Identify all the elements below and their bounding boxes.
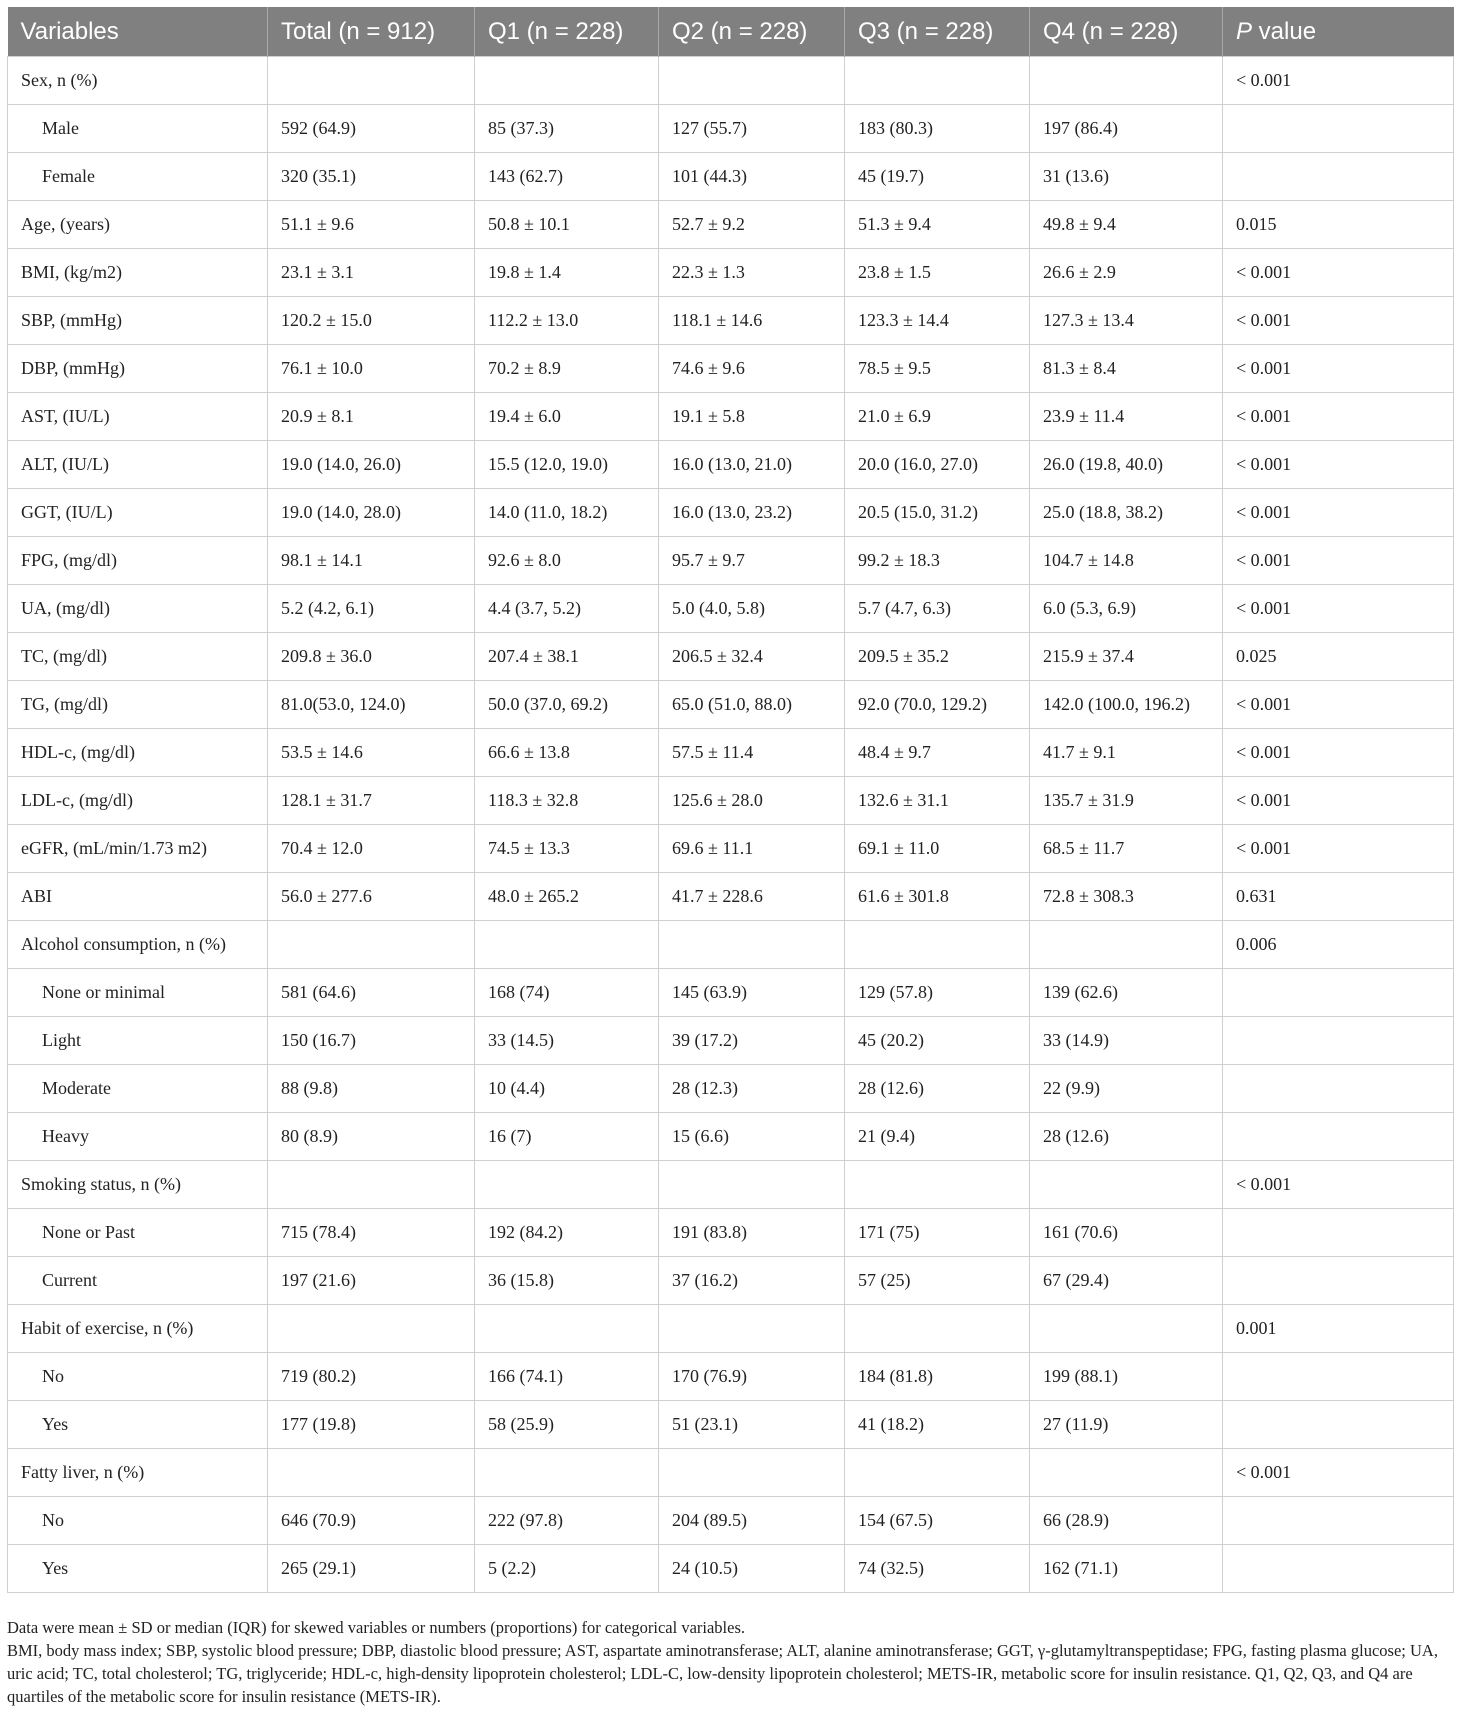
header-variables: Variables	[8, 7, 268, 57]
cell-p-value: < 0.001	[1223, 297, 1454, 345]
cell-q1: 222 (97.8)	[475, 1497, 659, 1545]
cell-variable: Yes	[8, 1545, 268, 1593]
cell-q4: 67 (29.4)	[1030, 1257, 1223, 1305]
cell-variable: Male	[8, 105, 268, 153]
cell-p-value: < 0.001	[1223, 249, 1454, 297]
cell-q3: 129 (57.8)	[845, 969, 1030, 1017]
cell-q1: 207.4 ± 38.1	[475, 633, 659, 681]
cell-q1: 48.0 ± 265.2	[475, 873, 659, 921]
cell-q2: 101 (44.3)	[659, 153, 845, 201]
table-row	[8, 1065, 1454, 1113]
cell-q1: 166 (74.1)	[475, 1353, 659, 1401]
cell-p-value: 0.025	[1223, 633, 1454, 681]
cell-q3: 92.0 (70.0, 129.2)	[845, 681, 1030, 729]
cell-q3: 48.4 ± 9.7	[845, 729, 1030, 777]
table-row	[8, 681, 1454, 729]
cell-q3: 41 (18.2)	[845, 1401, 1030, 1449]
cell-q3: 23.8 ± 1.5	[845, 249, 1030, 297]
cell-q1: 4.4 (3.7, 5.2)	[475, 585, 659, 633]
header-p-value	[1223, 7, 1454, 57]
cell-p-value	[1223, 1017, 1454, 1065]
cell-total: 5.2 (4.2, 6.1)	[268, 585, 475, 633]
table-row	[8, 1161, 1454, 1209]
cell-q3: 45 (19.7)	[845, 153, 1030, 201]
cell-total: 56.0 ± 277.6	[268, 873, 475, 921]
header-q1: Q1 (n = 228)	[475, 7, 659, 57]
cell-q4: 26.0 (19.8, 40.0)	[1030, 441, 1223, 489]
cell-p-value: < 0.001	[1223, 441, 1454, 489]
cell-total: 20.9 ± 8.1	[268, 393, 475, 441]
cell-q3	[845, 921, 1030, 969]
cell-variable: AST, (IU/L)	[8, 393, 268, 441]
cell-q1	[475, 1449, 659, 1497]
cell-q4: 31 (13.6)	[1030, 153, 1223, 201]
table-row	[8, 729, 1454, 777]
cell-p-value	[1223, 1545, 1454, 1593]
cell-variable: Alcohol consumption, n (%)	[8, 921, 268, 969]
cell-q2: 52.7 ± 9.2	[659, 201, 845, 249]
cell-variable: FPG, (mg/dl)	[8, 537, 268, 585]
cell-q2: 125.6 ± 28.0	[659, 777, 845, 825]
cell-variable: No	[8, 1353, 268, 1401]
table-row	[8, 297, 1454, 345]
cell-q4: 135.7 ± 31.9	[1030, 777, 1223, 825]
cell-variable: LDL-c, (mg/dl)	[8, 777, 268, 825]
cell-q3: 99.2 ± 18.3	[845, 537, 1030, 585]
cell-variable: Habit of exercise, n (%)	[8, 1305, 268, 1353]
header-q4: Q4 (n = 228)	[1030, 7, 1223, 57]
cell-total	[268, 1305, 475, 1353]
table-row	[8, 1545, 1454, 1593]
cell-q4: 68.5 ± 11.7	[1030, 825, 1223, 873]
cell-q2: 37 (16.2)	[659, 1257, 845, 1305]
cell-total: 209.8 ± 36.0	[268, 633, 475, 681]
cell-q2: 22.3 ± 1.3	[659, 249, 845, 297]
cell-variable: None or minimal	[8, 969, 268, 1017]
cell-q1: 33 (14.5)	[475, 1017, 659, 1065]
cell-q1: 85 (37.3)	[475, 105, 659, 153]
cell-q1: 112.2 ± 13.0	[475, 297, 659, 345]
cell-q3: 5.7 (4.7, 6.3)	[845, 585, 1030, 633]
cell-q1: 19.8 ± 1.4	[475, 249, 659, 297]
table-row	[8, 1017, 1454, 1065]
table-row	[8, 489, 1454, 537]
cell-variable: Sex, n (%)	[8, 57, 268, 105]
cell-q2	[659, 57, 845, 105]
cell-total: 80 (8.9)	[268, 1113, 475, 1161]
table-header-row	[8, 7, 1454, 57]
cell-total: 88 (9.8)	[268, 1065, 475, 1113]
cell-q4: 41.7 ± 9.1	[1030, 729, 1223, 777]
cell-variable: eGFR, (mL/min/1.73 m2)	[8, 825, 268, 873]
cell-q1: 118.3 ± 32.8	[475, 777, 659, 825]
cell-q1: 19.4 ± 6.0	[475, 393, 659, 441]
table-row	[8, 969, 1454, 1017]
cell-q3: 51.3 ± 9.4	[845, 201, 1030, 249]
cell-q4: 81.3 ± 8.4	[1030, 345, 1223, 393]
cell-q3	[845, 57, 1030, 105]
cell-total: 592 (64.9)	[268, 105, 475, 153]
cell-total: 53.5 ± 14.6	[268, 729, 475, 777]
cell-q1	[475, 921, 659, 969]
cell-total: 715 (78.4)	[268, 1209, 475, 1257]
table-row	[8, 585, 1454, 633]
cell-total: 128.1 ± 31.7	[268, 777, 475, 825]
cell-q2: 65.0 (51.0, 88.0)	[659, 681, 845, 729]
cell-q4: 199 (88.1)	[1030, 1353, 1223, 1401]
cell-total	[268, 1161, 475, 1209]
cell-variable: DBP, (mmHg)	[8, 345, 268, 393]
cell-p-value: 0.631	[1223, 873, 1454, 921]
cell-q2	[659, 921, 845, 969]
cell-q1	[475, 1305, 659, 1353]
cell-q2: 145 (63.9)	[659, 969, 845, 1017]
cell-q2: 19.1 ± 5.8	[659, 393, 845, 441]
table-row	[8, 1401, 1454, 1449]
cell-p-value	[1223, 1209, 1454, 1257]
cell-q3: 123.3 ± 14.4	[845, 297, 1030, 345]
cell-q4	[1030, 921, 1223, 969]
cell-q4: 215.9 ± 37.4	[1030, 633, 1223, 681]
cell-variable: HDL-c, (mg/dl)	[8, 729, 268, 777]
cell-total: 19.0 (14.0, 26.0)	[268, 441, 475, 489]
cell-q4: 26.6 ± 2.9	[1030, 249, 1223, 297]
table-row	[8, 777, 1454, 825]
cell-total: 265 (29.1)	[268, 1545, 475, 1593]
cell-q2: 191 (83.8)	[659, 1209, 845, 1257]
cell-total: 76.1 ± 10.0	[268, 345, 475, 393]
cell-q4: 139 (62.6)	[1030, 969, 1223, 1017]
cell-q2	[659, 1161, 845, 1209]
cell-variable: No	[8, 1497, 268, 1545]
cell-total: 646 (70.9)	[268, 1497, 475, 1545]
cell-q1: 36 (15.8)	[475, 1257, 659, 1305]
table-footnotes	[7, 1616, 1453, 1708]
table-container	[7, 7, 1453, 1593]
cell-q4: 72.8 ± 308.3	[1030, 873, 1223, 921]
table-row	[8, 201, 1454, 249]
cell-total: 581 (64.6)	[268, 969, 475, 1017]
cell-q2: 118.1 ± 14.6	[659, 297, 845, 345]
cell-variable: Heavy	[8, 1113, 268, 1161]
cell-total: 70.4 ± 12.0	[268, 825, 475, 873]
cell-p-value: < 0.001	[1223, 585, 1454, 633]
cell-p-value: < 0.001	[1223, 57, 1454, 105]
cell-variable: Female	[8, 153, 268, 201]
header-q3: Q3 (n = 228)	[845, 7, 1030, 57]
cell-p-value	[1223, 969, 1454, 1017]
cell-q1: 66.6 ± 13.8	[475, 729, 659, 777]
cell-q4	[1030, 57, 1223, 105]
cell-variable: GGT, (IU/L)	[8, 489, 268, 537]
cell-q1: 92.6 ± 8.0	[475, 537, 659, 585]
cell-q4: 23.9 ± 11.4	[1030, 393, 1223, 441]
cell-q4: 197 (86.4)	[1030, 105, 1223, 153]
cell-q2: 170 (76.9)	[659, 1353, 845, 1401]
cell-q3: 154 (67.5)	[845, 1497, 1030, 1545]
cell-total	[268, 921, 475, 969]
cell-p-value: 0.006	[1223, 921, 1454, 969]
cell-q3: 132.6 ± 31.1	[845, 777, 1030, 825]
cell-p-value: < 0.001	[1223, 1449, 1454, 1497]
cell-p-value: 0.001	[1223, 1305, 1454, 1353]
cell-q1: 16 (7)	[475, 1113, 659, 1161]
cell-variable: Light	[8, 1017, 268, 1065]
cell-q1: 5 (2.2)	[475, 1545, 659, 1593]
table-body	[8, 57, 1454, 1593]
footnote-data-description: Data were mean ± SD or median (IQR) for skewed variables or numbers (proportions) for categorical variables.	[7, 1618, 745, 1637]
cell-q4: 27 (11.9)	[1030, 1401, 1223, 1449]
cell-q2: 95.7 ± 9.7	[659, 537, 845, 585]
table-row	[8, 873, 1454, 921]
cell-q3: 20.0 (16.0, 27.0)	[845, 441, 1030, 489]
cell-q4: 66 (28.9)	[1030, 1497, 1223, 1545]
table-row	[8, 1449, 1454, 1497]
cell-q3: 28 (12.6)	[845, 1065, 1030, 1113]
cell-q1	[475, 1161, 659, 1209]
table-row	[8, 1257, 1454, 1305]
cell-variable: Age, (years)	[8, 201, 268, 249]
cell-q4	[1030, 1305, 1223, 1353]
cell-q1: 10 (4.4)	[475, 1065, 659, 1113]
cell-q1: 192 (84.2)	[475, 1209, 659, 1257]
cell-q4: 162 (71.1)	[1030, 1545, 1223, 1593]
cell-total	[268, 1449, 475, 1497]
cell-p-value: < 0.001	[1223, 393, 1454, 441]
cell-variable: Moderate	[8, 1065, 268, 1113]
table-row	[8, 1497, 1454, 1545]
cell-total	[268, 57, 475, 105]
cell-q2: 16.0 (13.0, 23.2)	[659, 489, 845, 537]
table-row	[8, 345, 1454, 393]
table-row	[8, 1209, 1454, 1257]
cell-total: 719 (80.2)	[268, 1353, 475, 1401]
cell-q4	[1030, 1449, 1223, 1497]
cell-q3: 184 (81.8)	[845, 1353, 1030, 1401]
cell-q3: 69.1 ± 11.0	[845, 825, 1030, 873]
cell-q2: 57.5 ± 11.4	[659, 729, 845, 777]
cell-q3: 209.5 ± 35.2	[845, 633, 1030, 681]
table-row	[8, 393, 1454, 441]
cell-q3: 21.0 ± 6.9	[845, 393, 1030, 441]
cell-q4: 104.7 ± 14.8	[1030, 537, 1223, 585]
cell-q3: 171 (75)	[845, 1209, 1030, 1257]
header-p-italic: P	[1236, 17, 1253, 45]
table-row	[8, 57, 1454, 105]
cell-q2: 127 (55.7)	[659, 105, 845, 153]
cell-q2: 5.0 (4.0, 5.8)	[659, 585, 845, 633]
cell-q1: 14.0 (11.0, 18.2)	[475, 489, 659, 537]
cell-q3: 45 (20.2)	[845, 1017, 1030, 1065]
table-row	[8, 441, 1454, 489]
cell-q1: 50.8 ± 10.1	[475, 201, 659, 249]
baseline-characteristics-table	[7, 7, 1454, 1593]
cell-q2: 24 (10.5)	[659, 1545, 845, 1593]
header-total: Total (n = 912)	[268, 7, 475, 57]
table-row	[8, 537, 1454, 585]
cell-q1	[475, 57, 659, 105]
table-row	[8, 1305, 1454, 1353]
cell-q3: 21 (9.4)	[845, 1113, 1030, 1161]
cell-q4: 49.8 ± 9.4	[1030, 201, 1223, 249]
cell-q2: 74.6 ± 9.6	[659, 345, 845, 393]
cell-q2: 15 (6.6)	[659, 1113, 845, 1161]
cell-q1: 168 (74)	[475, 969, 659, 1017]
cell-q3: 78.5 ± 9.5	[845, 345, 1030, 393]
cell-q1: 15.5 (12.0, 19.0)	[475, 441, 659, 489]
cell-variable: Yes	[8, 1401, 268, 1449]
cell-p-value: < 0.001	[1223, 681, 1454, 729]
cell-q4: 33 (14.9)	[1030, 1017, 1223, 1065]
cell-q1: 74.5 ± 13.3	[475, 825, 659, 873]
cell-q4: 161 (70.6)	[1030, 1209, 1223, 1257]
cell-p-value	[1223, 1065, 1454, 1113]
cell-q2: 69.6 ± 11.1	[659, 825, 845, 873]
cell-q1: 70.2 ± 8.9	[475, 345, 659, 393]
table-row	[8, 921, 1454, 969]
cell-variable: None or Past	[8, 1209, 268, 1257]
cell-q2: 51 (23.1)	[659, 1401, 845, 1449]
cell-q4: 127.3 ± 13.4	[1030, 297, 1223, 345]
cell-q1: 58 (25.9)	[475, 1401, 659, 1449]
table-row	[8, 153, 1454, 201]
cell-q4: 6.0 (5.3, 6.9)	[1030, 585, 1223, 633]
table-row	[8, 1353, 1454, 1401]
cell-q3: 20.5 (15.0, 31.2)	[845, 489, 1030, 537]
cell-q2	[659, 1305, 845, 1353]
cell-q3	[845, 1449, 1030, 1497]
cell-q3: 183 (80.3)	[845, 105, 1030, 153]
cell-total: 81.0(53.0, 124.0)	[268, 681, 475, 729]
cell-p-value: 0.015	[1223, 201, 1454, 249]
cell-p-value	[1223, 1257, 1454, 1305]
cell-total: 98.1 ± 14.1	[268, 537, 475, 585]
cell-q2: 204 (89.5)	[659, 1497, 845, 1545]
cell-q2	[659, 1449, 845, 1497]
cell-q3: 57 (25)	[845, 1257, 1030, 1305]
cell-q4: 28 (12.6)	[1030, 1113, 1223, 1161]
cell-q4: 25.0 (18.8, 38.2)	[1030, 489, 1223, 537]
table-row	[8, 1113, 1454, 1161]
cell-variable: ABI	[8, 873, 268, 921]
cell-p-value	[1223, 1353, 1454, 1401]
cell-q1: 50.0 (37.0, 69.2)	[475, 681, 659, 729]
cell-p-value: < 0.001	[1223, 345, 1454, 393]
table-row	[8, 105, 1454, 153]
cell-q2: 39 (17.2)	[659, 1017, 845, 1065]
cell-p-value	[1223, 1401, 1454, 1449]
cell-q4: 22 (9.9)	[1030, 1065, 1223, 1113]
cell-p-value: < 0.001	[1223, 777, 1454, 825]
cell-q2: 206.5 ± 32.4	[659, 633, 845, 681]
cell-p-value: < 0.001	[1223, 537, 1454, 585]
cell-total: 197 (21.6)	[268, 1257, 475, 1305]
table-row	[8, 633, 1454, 681]
header-q2: Q2 (n = 228)	[659, 7, 845, 57]
cell-p-value: < 0.001	[1223, 825, 1454, 873]
cell-variable: TC, (mg/dl)	[8, 633, 268, 681]
cell-total: 23.1 ± 3.1	[268, 249, 475, 297]
cell-total: 51.1 ± 9.6	[268, 201, 475, 249]
cell-total: 150 (16.7)	[268, 1017, 475, 1065]
cell-p-value	[1223, 1497, 1454, 1545]
cell-variable: UA, (mg/dl)	[8, 585, 268, 633]
cell-variable: BMI, (kg/m2)	[8, 249, 268, 297]
cell-total: 320 (35.1)	[268, 153, 475, 201]
cell-q3: 61.6 ± 301.8	[845, 873, 1030, 921]
cell-total: 19.0 (14.0, 28.0)	[268, 489, 475, 537]
cell-variable: Current	[8, 1257, 268, 1305]
cell-q2: 16.0 (13.0, 21.0)	[659, 441, 845, 489]
cell-p-value	[1223, 105, 1454, 153]
cell-p-value	[1223, 1113, 1454, 1161]
cell-total: 120.2 ± 15.0	[268, 297, 475, 345]
cell-q3: 74 (32.5)	[845, 1545, 1030, 1593]
cell-variable: SBP, (mmHg)	[8, 297, 268, 345]
cell-variable: ALT, (IU/L)	[8, 441, 268, 489]
cell-q4	[1030, 1161, 1223, 1209]
cell-p-value: < 0.001	[1223, 489, 1454, 537]
header-p-rest: value	[1252, 17, 1317, 45]
cell-variable: TG, (mg/dl)	[8, 681, 268, 729]
cell-total: 177 (19.8)	[268, 1401, 475, 1449]
footnote-abbreviations: BMI, body mass index; SBP, systolic blood pressure; DBP, diastolic blood pressure; AST, aspartate aminotransferase; ALT, alanine aminotransferase; GGT, γ-glutamyltranspeptidase; FPG, fasting plasma glucose; UA, uric acid; TC, total cholesterol; TG, triglyceride; HDL-c, high-density lipoprotein cholesterol; LDL-C, low-density lipoprotein cholesterol; METS-IR, metabolic score for insulin resistance. Q1, Q2, Q3, and Q4 are quartiles of the metabolic score for insulin resistance (METS-IR).	[7, 1641, 1438, 1706]
cell-q4: 142.0 (100.0, 196.2)	[1030, 681, 1223, 729]
cell-q2: 28 (12.3)	[659, 1065, 845, 1113]
cell-variable: Fatty liver, n (%)	[8, 1449, 268, 1497]
table-row	[8, 825, 1454, 873]
table-row	[8, 249, 1454, 297]
cell-p-value	[1223, 153, 1454, 201]
cell-q3	[845, 1161, 1030, 1209]
cell-q1: 143 (62.7)	[475, 153, 659, 201]
cell-q2: 41.7 ± 228.6	[659, 873, 845, 921]
cell-p-value: < 0.001	[1223, 1161, 1454, 1209]
cell-q3	[845, 1305, 1030, 1353]
cell-variable: Smoking status, n (%)	[8, 1161, 268, 1209]
cell-p-value: < 0.001	[1223, 729, 1454, 777]
